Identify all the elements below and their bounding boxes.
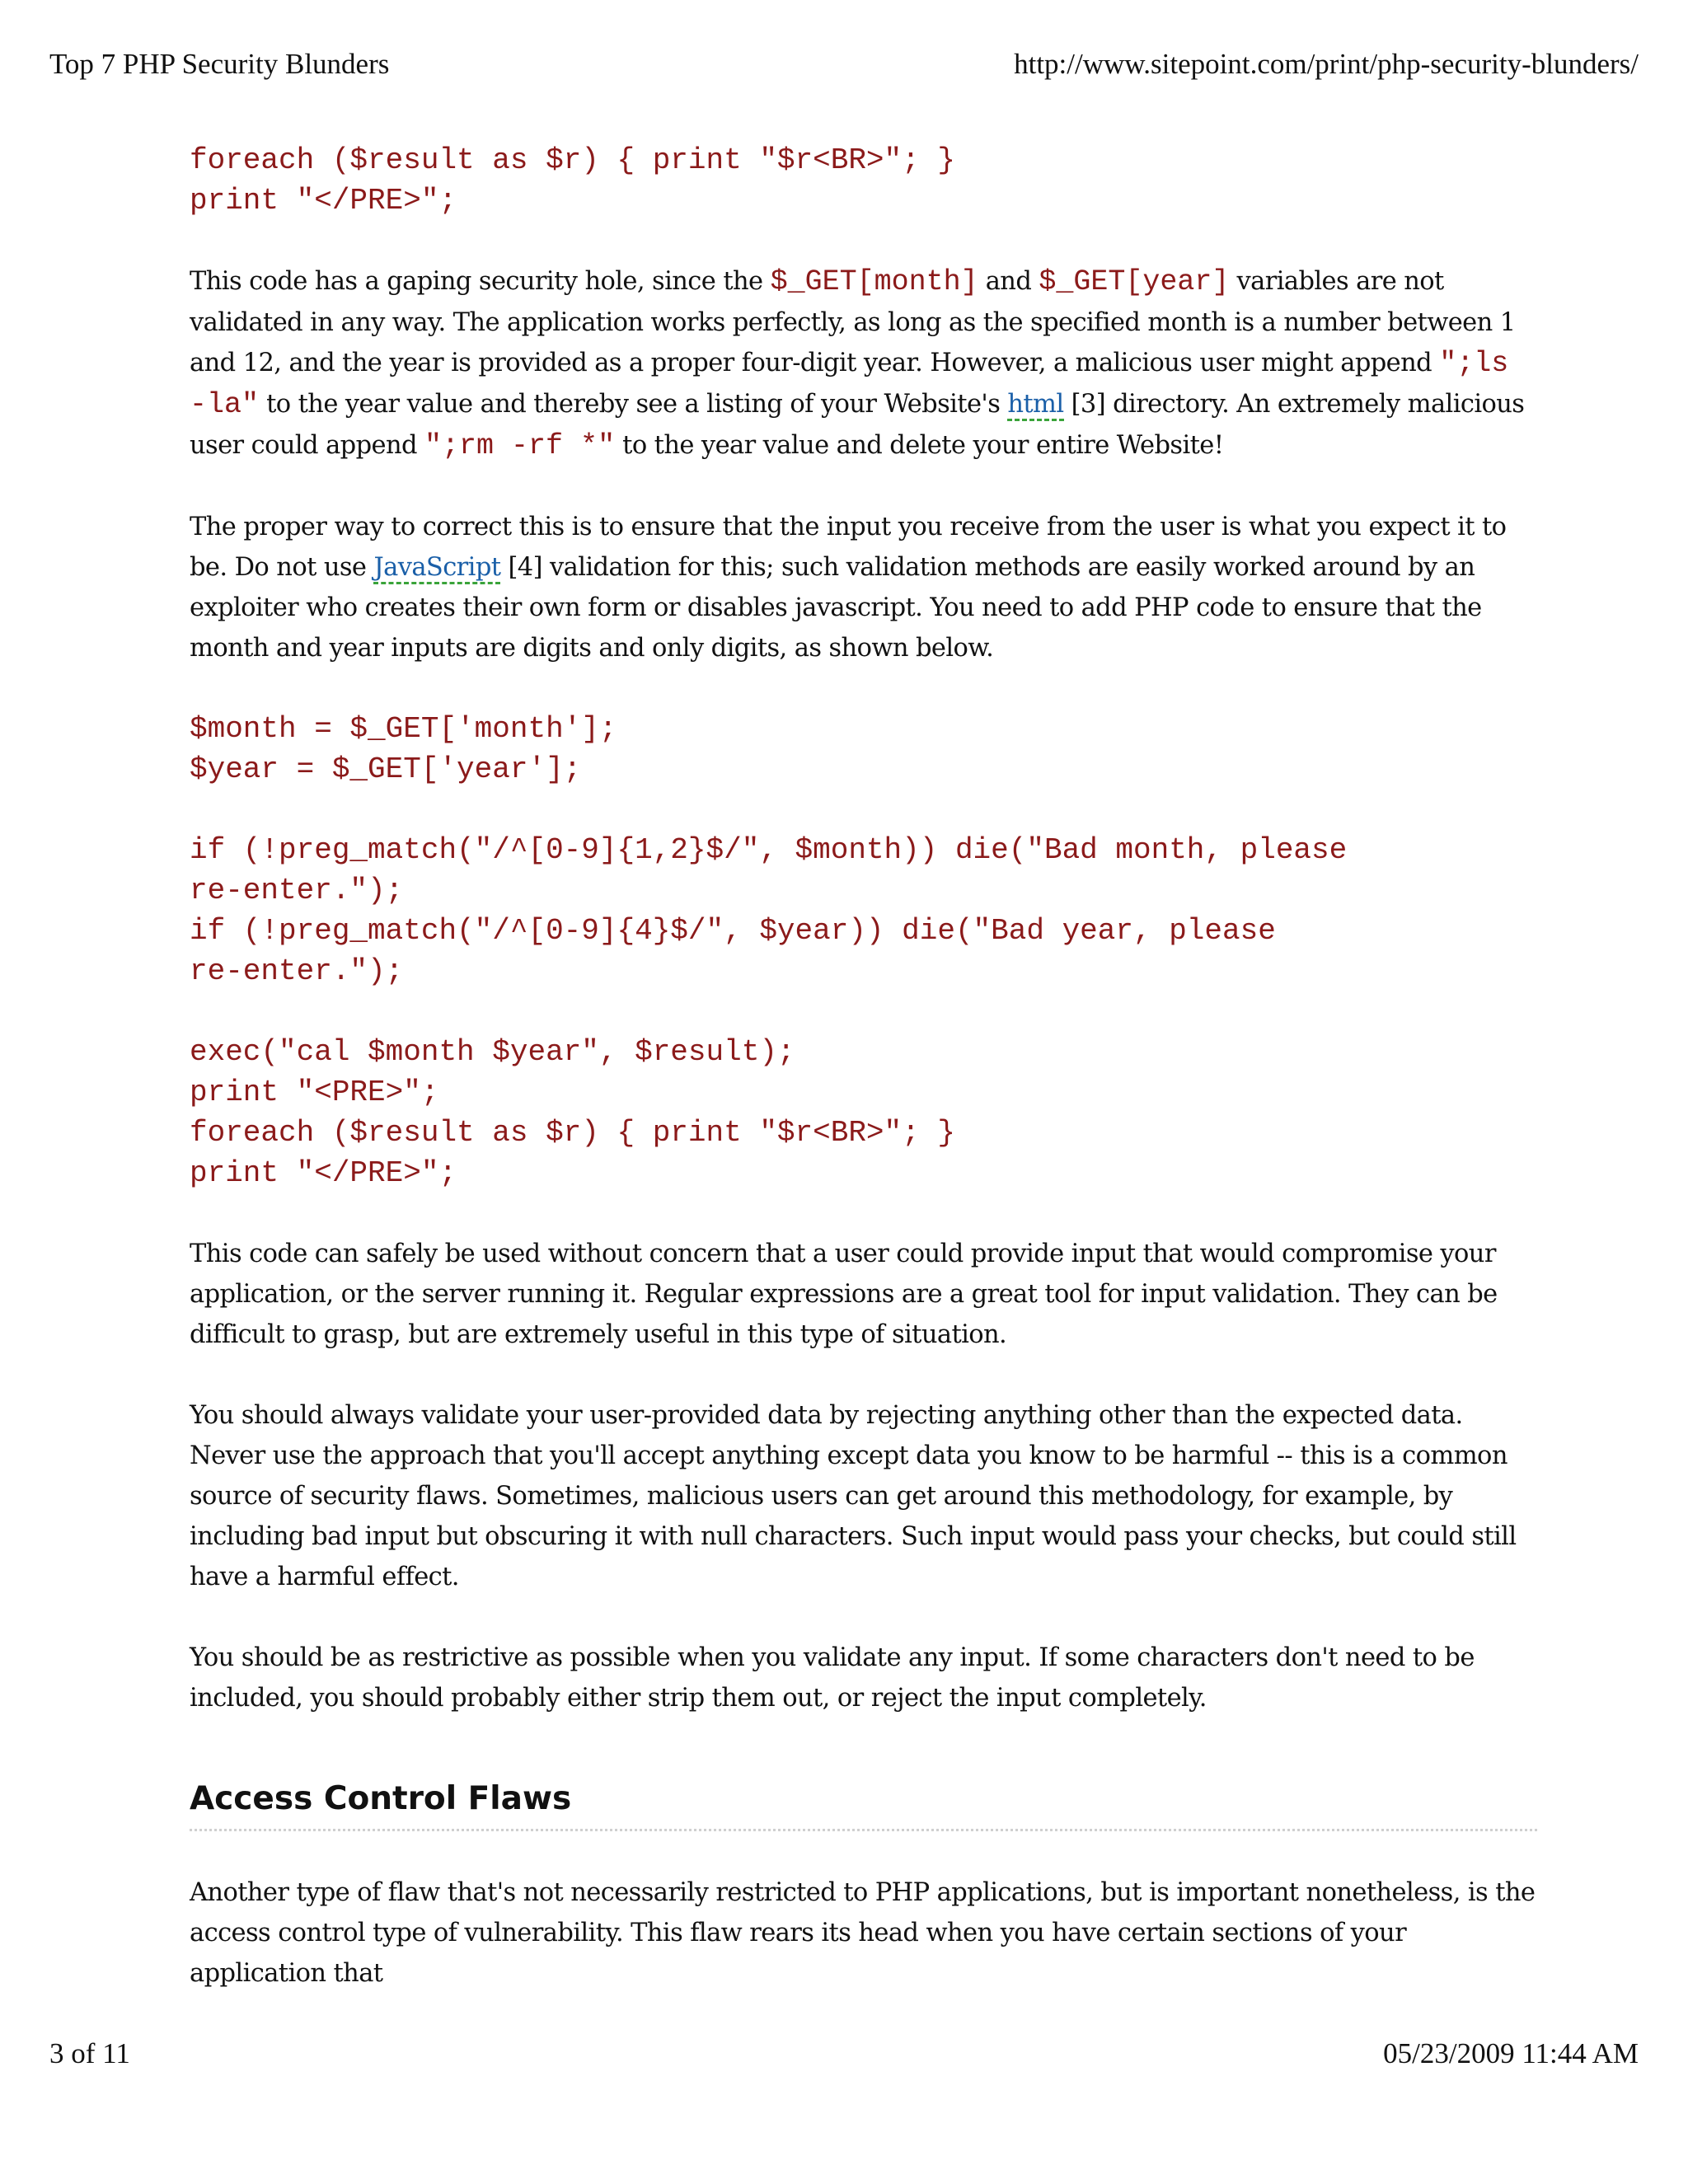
code-line: foreach ($result as $r) { print "$r<BR>"; } — [190, 143, 955, 177]
paragraph-security-hole: This code has a gaping security hole, since the $_GET[month] and $_GET[year] variables are not validated in any way. The application works perfectly, as long as the specified month is a number between 1 and 12, and the year is provided as a proper four-digit year. However, a malicious user might append ";ls -la" to the year value and thereby see a listing of your Website's html [3] directory. An extremely malicious user could append ";rm -rf *" to the year value and delete your entire Website! — [190, 265, 1525, 462]
print-header — [49, 48, 1639, 81]
code-line: if (!preg_match("/^[0-9]{4}$/", $year)) die("Bad year, please — [190, 914, 1276, 948]
code-line: exec("cal $month $year", $result); — [190, 1035, 795, 1069]
print-timestamp: 05/23/2009 11:44 AM — [1383, 2037, 1639, 2069]
code-line: foreach ($result as $r) { print "$r<BR>"; } — [190, 1116, 955, 1150]
paragraph-restrictive: You should be as restrictive as possible when you validate any input. If some characters don't need to be included, you should probably either strip them out, or reject the input completely. — [190, 1643, 1475, 1713]
inline-code: ";ls -la" — [190, 347, 1509, 421]
inline-code: $_GET[year] — [1039, 265, 1230, 298]
article-content — [190, 140, 1537, 1994]
html-link[interactable]: html — [1007, 390, 1063, 421]
javascript-link[interactable]: JavaScript — [373, 553, 500, 584]
code-line: re-enter."); — [190, 874, 404, 907]
code-line: print "<PRE>"; — [190, 1076, 439, 1109]
paragraph-safe-code: This code can safely be used without concern that a user could provide input that would compromise your application, or the server running it. Regular expressions are a great tool for input validation. They can be difficult to grasp, but are extremely useful in this type of situation. — [190, 1240, 1498, 1349]
code-block-continued — [190, 140, 1537, 221]
paragraph-proper-way: The proper way to correct this is to ensure that the input you receive from the user is what you expect it to be. Do not use JavaScript [4] validation for this; such validation methods are easily worked around by an exploiter who creates their own form or disables javascript. You need to add PHP code to ensure that the month and year inputs are digits and only digits, as shown below. — [190, 513, 1507, 663]
inline-code: ";rm -rf *" — [424, 429, 616, 462]
code-block-validation — [190, 709, 1537, 1193]
section-heading: Access Control Flaws — [190, 1778, 1537, 1831]
page-url: http://www.sitepoint.com/print/php-security-blunders/ — [1014, 48, 1639, 80]
code-line: $month = $_GET['month']; — [190, 712, 617, 746]
paragraph-validate-data: You should always validate your user-provided data by rejecting anything other than the expected data. Never use the approach that you'll accept anything except data you know to be harmful -- this is a common source of security flaws. Sometimes, malicious users can get around this methodology, for example, by including bad input but obscuring it with null characters. Such input would pass your checks, but could still have a harmful effect. — [190, 1401, 1517, 1591]
paragraph-access-control: Another type of flaw that's not necessarily restricted to PHP applications, but is important nonetheless, is the access control type of vulnerability. This flaw rears its head when you have certain sections of your application that — [190, 1878, 1536, 1988]
code-line: re-enter."); — [190, 954, 404, 988]
code-line: print "</PRE>"; — [190, 184, 457, 218]
inline-code: $_GET[month] — [770, 265, 978, 298]
code-line: if (!preg_match("/^[0-9]{1,2}$/", $month)) die("Bad month, please — [190, 833, 1348, 867]
code-line: print "</PRE>"; — [190, 1156, 457, 1190]
print-footer — [49, 2037, 1639, 2070]
code-line: $year = $_GET['year']; — [190, 752, 582, 786]
page-title: Top 7 PHP Security Blunders — [49, 48, 390, 80]
page-number: 3 of 11 — [49, 2037, 130, 2069]
